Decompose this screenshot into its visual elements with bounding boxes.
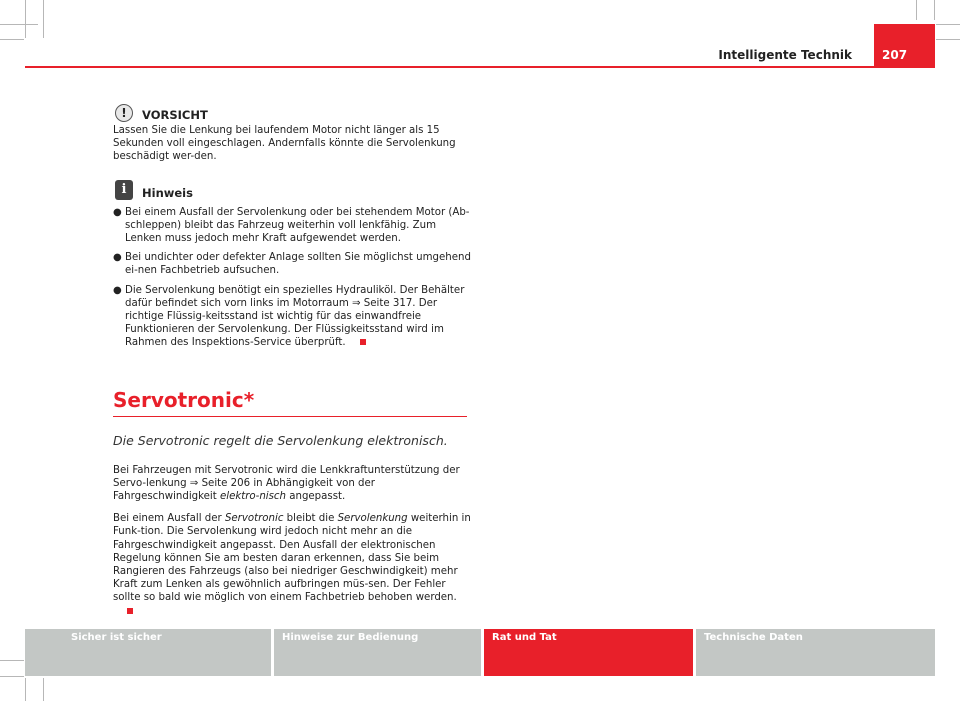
note-label: Hinweis bbox=[142, 185, 193, 200]
italic-text: Servotronic bbox=[224, 513, 284, 525]
note-bullet-text: Bei undichter oder defekter Anlage sollten Sie möglichst umgehend ei-nen Fachbetrieb aufsuchen. bbox=[125, 252, 471, 277]
crop-mark bbox=[43, 678, 44, 701]
text-run: Bei Fahrzeugen mit Servotronic wird die Lenkkraftunterstützung der Servo-lenkung ⇒ Seite 206 in Abhängigkeit von der Fahrgeschwindigkeit bbox=[113, 464, 460, 503]
caution-label: VORSICHT bbox=[142, 108, 208, 122]
text-run: angepasst. bbox=[286, 491, 346, 503]
end-marker bbox=[127, 608, 133, 614]
note-bullet-text: Bei einem Ausfall der Servolenkung oder bei stehendem Motor (Ab-schleppen) bleibt das Fahrzeug weiterhin voll lenkfähig. Zum Lenken muss jedoch mehr Kraft aufgewendet werden. bbox=[125, 206, 470, 245]
servotronic-section bbox=[113, 388, 473, 618]
note-bullet: ● Die Servolenkung benötigt ein spezielles Hydrauliköl. Der Behälter dafür befindet sich vorn links im Motorraum ⇒ Seite 317. Der richtige Flüssig-keitsstand ist wichtig für das einwandfreie Funktionieren der Servolenkung. Der Flüssigkeitsstand wird im Rahmen des Inspektions-Service überprüft. bbox=[113, 284, 465, 349]
text-run: bleibt die bbox=[283, 513, 338, 525]
note-bullet: ● Bei einem Ausfall der Servolenkung oder bei stehendem Motor (Ab-schleppen) bleibt das Fahrzeug weiterhin voll lenkfähig. Zum Lenken muss jedoch mehr Kraft aufgewendet werden. bbox=[113, 206, 473, 246]
footer-tab-rat-und-tat[interactable] bbox=[484, 629, 693, 676]
caution-box bbox=[113, 100, 473, 164]
crop-mark bbox=[934, 0, 935, 20]
warning-icon: ! bbox=[115, 104, 133, 122]
footer-tab-sicher[interactable] bbox=[25, 629, 271, 676]
italic-text: elektro-nisch bbox=[219, 491, 286, 503]
footer-nav bbox=[25, 629, 935, 676]
paragraph bbox=[113, 512, 473, 618]
footer-tab-bedienung[interactable] bbox=[274, 629, 481, 676]
end-marker bbox=[360, 339, 366, 345]
section-subtitle: Die Servotronic regelt die Servolenkung elektronisch. bbox=[113, 432, 448, 448]
text-run: Bei einem Ausfall der bbox=[113, 513, 225, 525]
crop-mark bbox=[936, 39, 960, 40]
crop-mark bbox=[25, 678, 26, 701]
page-number: 207 bbox=[874, 24, 935, 66]
footer-tab-label: Sicher ist sicher bbox=[71, 632, 162, 643]
crop-mark bbox=[25, 0, 26, 38]
footer-tab-technische-daten[interactable] bbox=[696, 629, 935, 676]
note-bullet: ● Bei undichter oder defekter Anlage sollten Sie möglichst umgehend ei-nen Fachbetrieb aufsuchen. bbox=[113, 251, 473, 277]
footer-tab-label: Technische Daten bbox=[704, 632, 803, 643]
crop-mark bbox=[43, 0, 44, 38]
crop-mark bbox=[0, 24, 38, 25]
content-column bbox=[113, 100, 473, 618]
italic-text: Servolenkung bbox=[337, 513, 408, 525]
paragraph bbox=[113, 464, 473, 504]
section-heading: Servotronic* bbox=[113, 388, 467, 417]
crop-mark bbox=[0, 39, 24, 40]
text-run: weiterhin in Funk-tion. Die Servolenkung wird jedoch nicht mehr an die Fahrgeschwindigkeit angepasst. Den Ausfall der elektronischen Regelung können Sie am besten daran erkennen, dass Sie beim Rangieren des Fahrzeugs (also bei niedriger Geschwindigkeit) mehr Kraft zum Lenken als gewöhnlich aufbringen müs-sen. Der Fehler sollte so bald wie möglich von einem Fachbetrieb behoben werden. bbox=[113, 513, 471, 604]
crop-mark bbox=[0, 676, 24, 677]
info-icon: i bbox=[115, 180, 133, 200]
running-header-title: Intelligente Technik bbox=[718, 48, 852, 62]
crop-mark bbox=[936, 24, 960, 25]
note-bullet-text: Die Servolenkung benötigt ein spezielles Hydrauliköl. Der Behälter dafür befindet sich vorn links im Motorraum ⇒ Seite 317. Der richtige Flüssig-keitsstand ist wichtig für das einwandfreie Funktionieren der Servolenkung. Der Flüssigkeitsstand wird im Rahmen des Inspektions-Service überprüft. bbox=[125, 284, 465, 349]
footer-tab-label: Hinweise zur Bedienung bbox=[282, 632, 419, 643]
caution-text: Lassen Sie die Lenkung bei laufendem Motor nicht länger als 15 Sekunden voll eingeschlagen. Andernfalls könnte die Servolenkung beschädigt wer-den. bbox=[113, 125, 456, 163]
header-rule bbox=[25, 66, 935, 68]
footer-tab-label: Rat und Tat bbox=[492, 632, 557, 643]
note-box bbox=[113, 178, 473, 350]
crop-mark bbox=[0, 660, 24, 661]
crop-mark bbox=[916, 0, 917, 20]
